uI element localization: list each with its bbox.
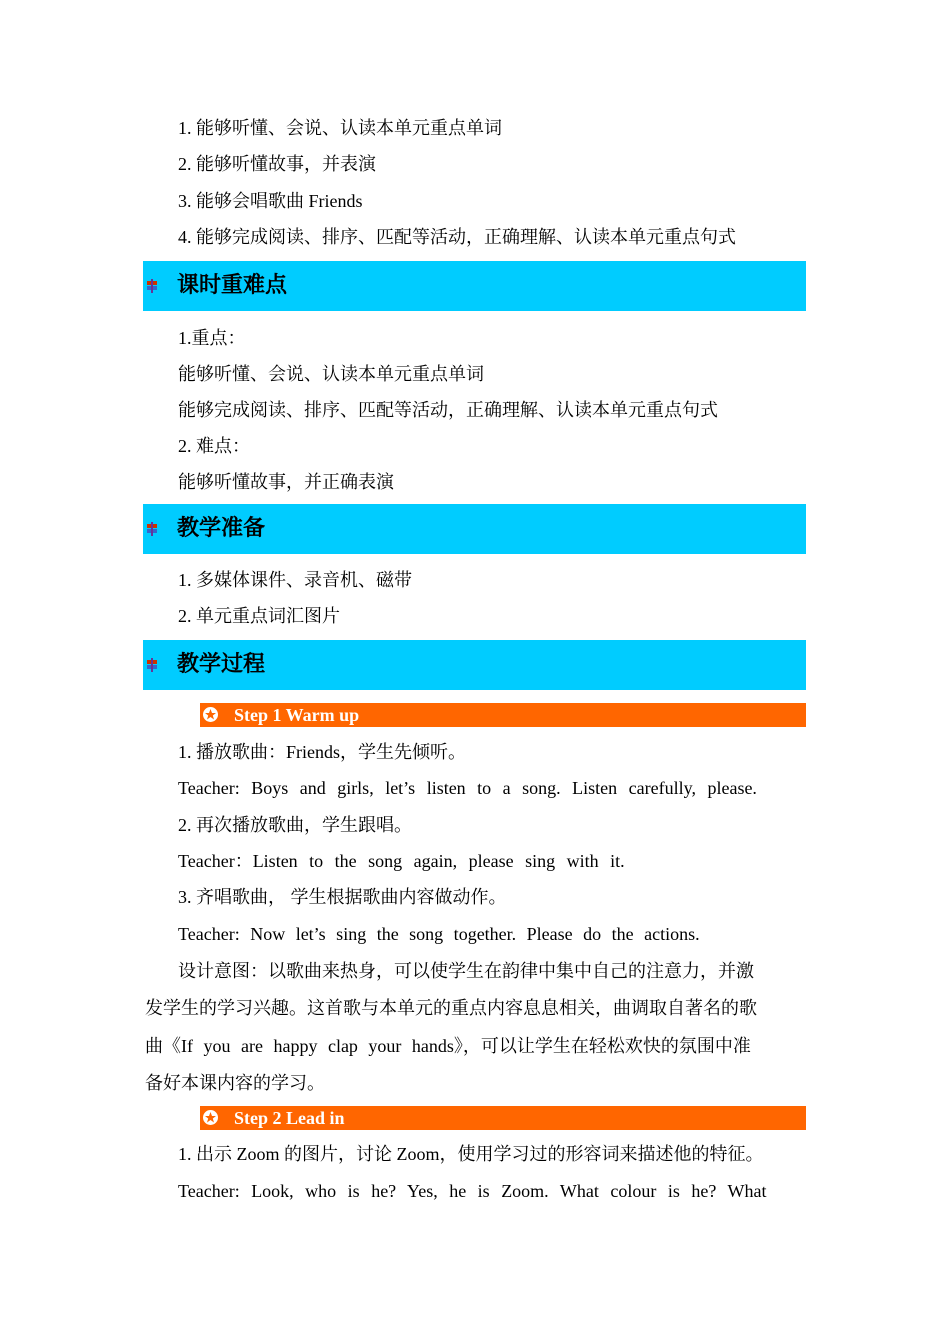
design-intent-line: 曲《If you are happy clap your hands》，可以让学生在轻松欢快的氛围中准 (145, 1036, 751, 1056)
step-banner-warm-up (200, 703, 806, 727)
book-bullet-icon (146, 279, 158, 293)
step-line: Teacher: Look, who is he? Yes, he is Zoom. What colour is he? What (178, 1181, 767, 1201)
preparation-item: 1. 多媒体课件、录音机、磁带 (178, 570, 412, 590)
section-title: 课时重难点 (177, 273, 288, 298)
design-intent-line: 备好本课内容的学习。 (145, 1073, 325, 1093)
book-bullet-icon (146, 522, 158, 536)
section-banner-preparation (143, 504, 806, 554)
objective-item: 3. 能够会唱歌曲 Friends (178, 191, 363, 211)
book-bullet-icon (146, 658, 158, 672)
step-line: Teacher：Listen to the song again, please sing with it. (178, 851, 625, 871)
step-line: 3. 齐唱歌曲， 学生根据歌曲内容做动作。 (178, 887, 507, 907)
key-point-line: 2. 难点： (178, 436, 250, 456)
section-banner-key-points (143, 261, 806, 311)
step-label: Step 2 Lead in (234, 1108, 345, 1128)
step-line: Teacher: Now let’s sing the song together. Please do the actions. (178, 924, 700, 944)
key-point-line: 能够听懂、会说、认读本单元重点单词 (178, 364, 484, 384)
step-line: 1. 播放歌曲：Friends，学生先倾听。 (178, 742, 466, 762)
objective-item: 1. 能够听懂、会说、认读本单元重点单词 (178, 118, 502, 138)
design-intent-line: 设计意图：以歌曲来热身，可以使学生在韵律中集中自己的注意力，并激 (178, 961, 754, 981)
section-title: 教学过程 (177, 652, 266, 677)
star-circle-icon (202, 706, 219, 723)
step-banner-lead-in (200, 1106, 806, 1130)
key-point-line: 能够听懂故事，并正确表演 (178, 472, 394, 492)
preparation-item: 2. 单元重点词汇图片 (178, 606, 340, 626)
step-line: 2. 再次播放歌曲，学生跟唱。 (178, 815, 412, 835)
step-label: Step 1 Warm up (234, 705, 360, 725)
section-title: 教学准备 (177, 516, 266, 541)
step-line: Teacher: Boys and girls, let’s listen to a song. Listen carefully, please. (178, 778, 757, 798)
objective-item: 2. 能够听懂故事，并表演 (178, 154, 376, 174)
key-point-line: 1.重点： (178, 328, 246, 348)
key-point-line: 能够完成阅读、排序、匹配等活动，正确理解、认读本单元重点句式 (178, 400, 718, 420)
section-banner-process (143, 640, 806, 690)
star-circle-icon (202, 1109, 219, 1126)
objective-item: 4. 能够完成阅读、排序、匹配等活动，正确理解、认读本单元重点句式 (178, 227, 736, 247)
step-line: 1. 出示 Zoom 的图片，讨论 Zoom，使用学习过的形容词来描述他的特征。 (178, 1144, 764, 1164)
design-intent-line: 发学生的学习兴趣。这首歌与本单元的重点内容息息相关，曲调取自著名的歌 (145, 998, 757, 1018)
